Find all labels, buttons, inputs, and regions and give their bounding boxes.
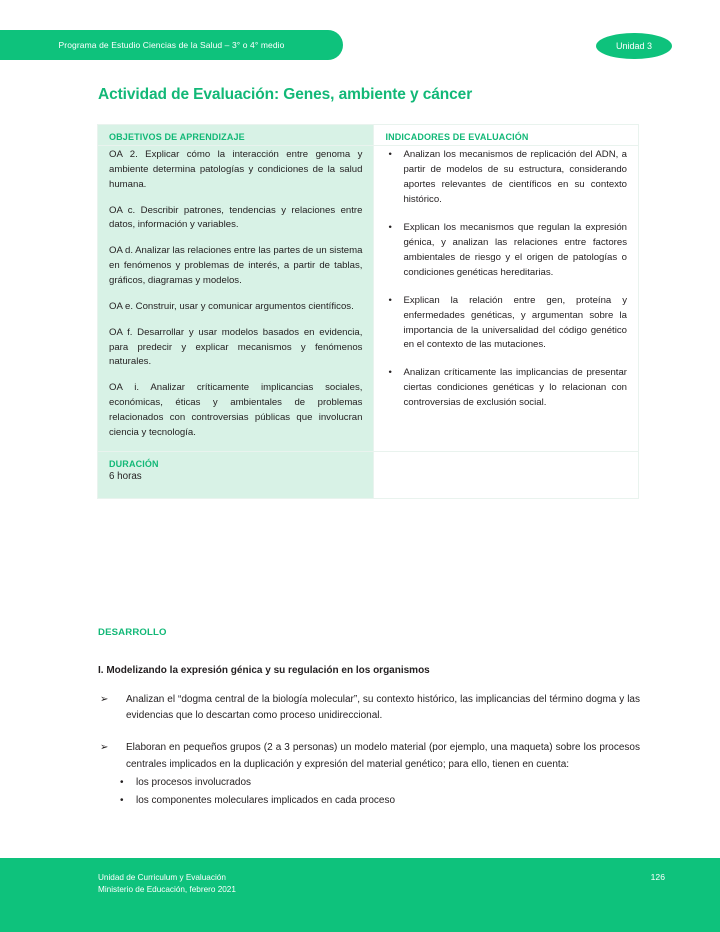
header-band bbox=[0, 30, 343, 60]
desarrollo-subitem-text: los componentes moleculares implicados en cada proceso bbox=[136, 794, 396, 806]
header-band-label: Programa de Estudio Ciencias de la Salud – 3° o 4° medio bbox=[58, 40, 285, 50]
footer-line-1: Unidad de Curriculum y Evaluación bbox=[98, 873, 226, 882]
footer-credits bbox=[98, 872, 236, 897]
duracion-label: DURACIÓN bbox=[109, 458, 159, 469]
bullet-icon: • bbox=[388, 221, 392, 233]
table-duration-row bbox=[98, 451, 639, 498]
duracion-value: 6 horas bbox=[109, 470, 142, 482]
objectives-indicators-table bbox=[97, 124, 639, 499]
objetivo-paragraph: OA d. Analizar las relaciones entre las partes de un sistema en fenómenos y problemas de interés, a partir de tablas, gráficos, diagramas y modelos. bbox=[109, 245, 363, 287]
desarrollo-item-text: Elaboran en pequeños grupos (2 a 3 personas) un modelo material (por ejemplo, una maqueta) sobre los procesos centrales implicados en la duplicación y expresión del material genético; para ello, tienen en cuenta: bbox=[126, 742, 640, 770]
list-item bbox=[98, 692, 640, 724]
arrow-bullet-icon: ➢ bbox=[100, 742, 109, 754]
objetivo-paragraph: OA f. Desarrollar y usar modelos basados en evidencia, para predecir y explicar mecanismos y fenómenos naturales. bbox=[109, 326, 363, 368]
indicador-text: Analizan críticamente las implicancias de presentar ciertas condiciones genéticas y lo relacionan con controversias de exclusión social. bbox=[403, 367, 627, 409]
footer-line-2: Ministerio de Educación, febrero 2021 bbox=[98, 885, 236, 895]
bullet-icon: • bbox=[388, 294, 392, 306]
desarrollo-item-text: Analizan el “dogma central de la biología molecular”, su contexto histórico, las implicancias del término dogma y las evidencias que lo descartan como proceso unidireccional. bbox=[126, 694, 640, 722]
objetivo-paragraph: OA e. Construir, usar y comunicar argumentos científicos. bbox=[109, 300, 354, 312]
indicadores-list bbox=[385, 148, 627, 411]
bullet-icon: • bbox=[120, 794, 124, 806]
bullet-icon: • bbox=[388, 149, 392, 160]
page-number: 126 bbox=[650, 872, 665, 882]
bullet-icon: • bbox=[120, 776, 124, 788]
unit-badge-label: Unidad 3 bbox=[615, 41, 653, 51]
list-item bbox=[385, 221, 627, 281]
desarrollo-sublist bbox=[98, 775, 640, 809]
indicador-text: Explican la relación entre gen, proteína y enfermedades genéticas, y argumentan sobre la importancia de la universalidad del código genético en el contexto de las mutaciones. bbox=[403, 294, 627, 351]
objetivo-paragraph: OA i. Analizar críticamente implicancias sociales, económicas, éticas y ambientales de problemas relacionados con controversias públicas que involucran ciencia y tecnología. bbox=[109, 382, 363, 438]
list-item bbox=[98, 740, 640, 772]
list-item bbox=[385, 366, 627, 411]
desarrollo-body bbox=[98, 692, 640, 809]
indicadores-header-cell bbox=[374, 125, 639, 146]
objetivos-header-cell bbox=[98, 125, 374, 146]
indicador-text: Analizan los mecanismos de replicación del ADN, a partir de modelos de su estructura, considerando aportes relevantes de científicos en su contexto histórico. bbox=[403, 149, 627, 205]
duracion-empty-cell bbox=[374, 451, 639, 498]
page-title: Actividad de Evaluación: Genes, ambiente y cáncer bbox=[98, 86, 473, 103]
table-header-row bbox=[98, 125, 639, 146]
objetivo-paragraph: OA 2. Explicar cómo la interacción entre genoma y ambiente determina patologías y condiciones de la salud humana. bbox=[109, 149, 363, 190]
unit-badge bbox=[596, 33, 672, 59]
indicadores-header-label: INDICADORES DE EVALUACIÓN bbox=[385, 132, 529, 142]
desarrollo-subitem-text: los procesos involucrados bbox=[136, 776, 252, 788]
desarrollo-subsection-title: I. Modelizando la expresión génica y su regulación en los organismos bbox=[98, 665, 430, 676]
indicadores-cell bbox=[374, 146, 639, 452]
list-item bbox=[385, 148, 627, 208]
duracion-cell bbox=[98, 451, 374, 498]
list-item bbox=[98, 775, 640, 791]
objetivos-cell bbox=[98, 146, 374, 452]
arrow-bullet-icon: ➢ bbox=[100, 694, 109, 705]
bullet-icon: • bbox=[388, 367, 392, 379]
list-item bbox=[98, 793, 640, 809]
indicador-text: Explican los mecanismos que regulan la expresión génica, y analizan las relaciones entre factores ambientales de riesgo y el origen de patologías o condiciones genéticas hereditarias. bbox=[403, 221, 627, 278]
table-content-row bbox=[98, 146, 639, 452]
objetivos-list bbox=[98, 146, 373, 451]
list-item bbox=[385, 294, 627, 354]
footer-band bbox=[0, 858, 720, 932]
objetivos-header-label: OBJETIVOS DE APRENDIZAJE bbox=[109, 132, 245, 142]
desarrollo-section-label: DESARROLLO bbox=[98, 627, 167, 638]
objetivo-paragraph: OA c. Describir patrones, tendencias y relaciones entre datos, información y variables. bbox=[109, 204, 363, 231]
